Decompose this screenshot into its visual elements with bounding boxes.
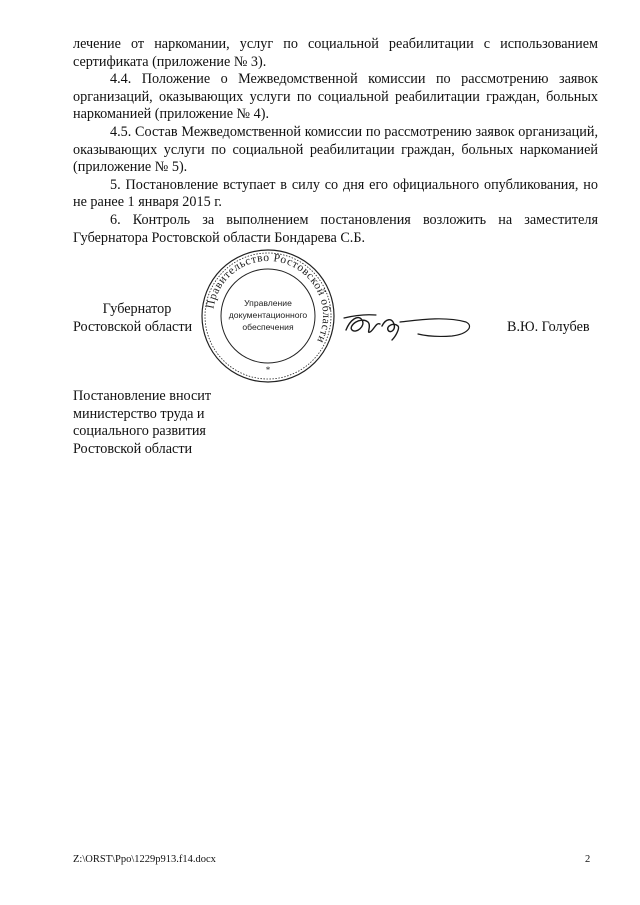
- svg-text:*: *: [265, 365, 271, 375]
- signatory-title: [73, 300, 201, 336]
- signatory-title-line2: Ростовской области: [73, 319, 193, 335]
- paragraph-6: 6. Контроль за выполнением постановления возложить на заместителя Губернатора Ростовской области Бондарева С.Б.: [73, 211, 598, 246]
- seal-inner-line2: документационного: [228, 310, 308, 320]
- signatory-name: В.Ю. Голубев: [507, 319, 590, 335]
- submitted-by-line4: Ростовской области: [73, 440, 193, 457]
- submitted-by-line3: социального развития: [73, 423, 206, 440]
- paragraph-4-4: 4.4. Положение о Межведомственной комиссии по рассмотрению заявок организаций, оказывающих услуги по социальной реабилитации граждан, больных наркоманией (приложение № 4).: [73, 71, 598, 123]
- submitted-by-line1: Постановление вносит: [73, 388, 212, 404]
- paragraph-continuation: лечение от наркомании, услуг по социальной реабилитации с использованием сертификата (приложение № 3).: [73, 36, 598, 70]
- body-text: [73, 36, 598, 247]
- seal-inner-line1: Управление: [244, 298, 292, 308]
- paragraph-5: 5. Постановление вступает в силу со дня его официального опубликования, но не ранее 1 января 2015 г.: [73, 176, 598, 211]
- signature-icon: [340, 300, 480, 348]
- seal-inner-line3: обеспечения: [242, 322, 294, 332]
- page-number: 2: [585, 854, 591, 865]
- paragraph-4-5: 4.5. Состав Межведомственной комиссии по рассмотрению заявок организаций, оказывающих услуги по социальной реабилитации граждан, больных наркоманией (приложение № 5).: [73, 123, 598, 176]
- seal-outer-text: Правительство Ростовской области: [204, 251, 333, 346]
- submitted-by-line2: министерство труда и: [73, 405, 205, 422]
- seal-icon: [200, 248, 336, 384]
- submitted-by-note: [73, 388, 253, 458]
- footer-file-path: Z:\ORST\Ppo\1229p913.f14.docx: [73, 854, 216, 865]
- signatory-title-line1: Губернатор: [102, 301, 172, 317]
